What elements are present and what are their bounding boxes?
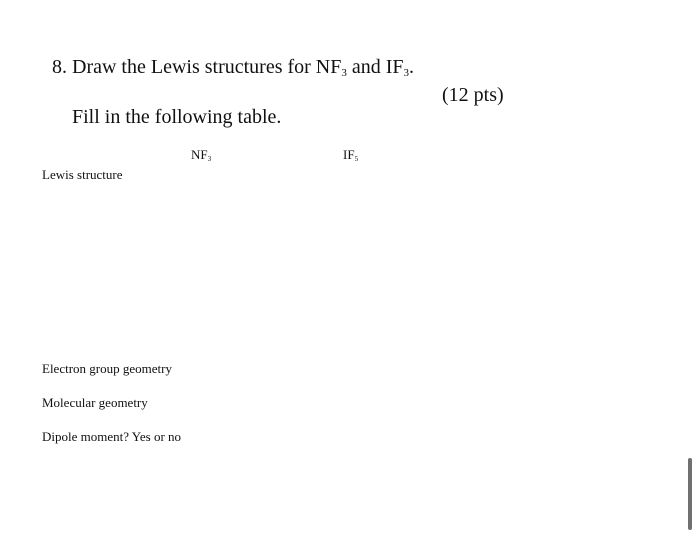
question-middle: and IF <box>346 56 404 78</box>
nf-subscript: 3 <box>341 66 347 79</box>
row-label-molecular-geometry: Molecular geometry <box>42 395 148 410</box>
column-header-nf3 <box>191 147 211 163</box>
points-label: (12 pts) <box>442 84 504 106</box>
instruction-text: Fill in the following table. <box>72 106 282 128</box>
row-label-lewis-structure: Lewis structure <box>42 167 123 182</box>
column-header-subscript: 3 <box>207 154 212 163</box>
if-subscript: 3 <box>403 66 410 79</box>
column-header-if5 <box>343 147 358 163</box>
question-prefix: 8. Draw the Lewis structures for NF <box>52 56 342 78</box>
row-label-dipole-moment: Dipole moment? Yes or no <box>42 429 182 444</box>
question-suffix: . <box>409 56 415 78</box>
question-text <box>52 56 414 79</box>
column-header-base: IF <box>343 147 355 162</box>
scrollbar-thumb[interactable] <box>688 458 692 530</box>
column-header-subscript: 5 <box>354 154 359 163</box>
column-header-base: NF <box>191 147 208 162</box>
row-label-electron-group-geometry: Electron group geometry <box>42 361 172 376</box>
